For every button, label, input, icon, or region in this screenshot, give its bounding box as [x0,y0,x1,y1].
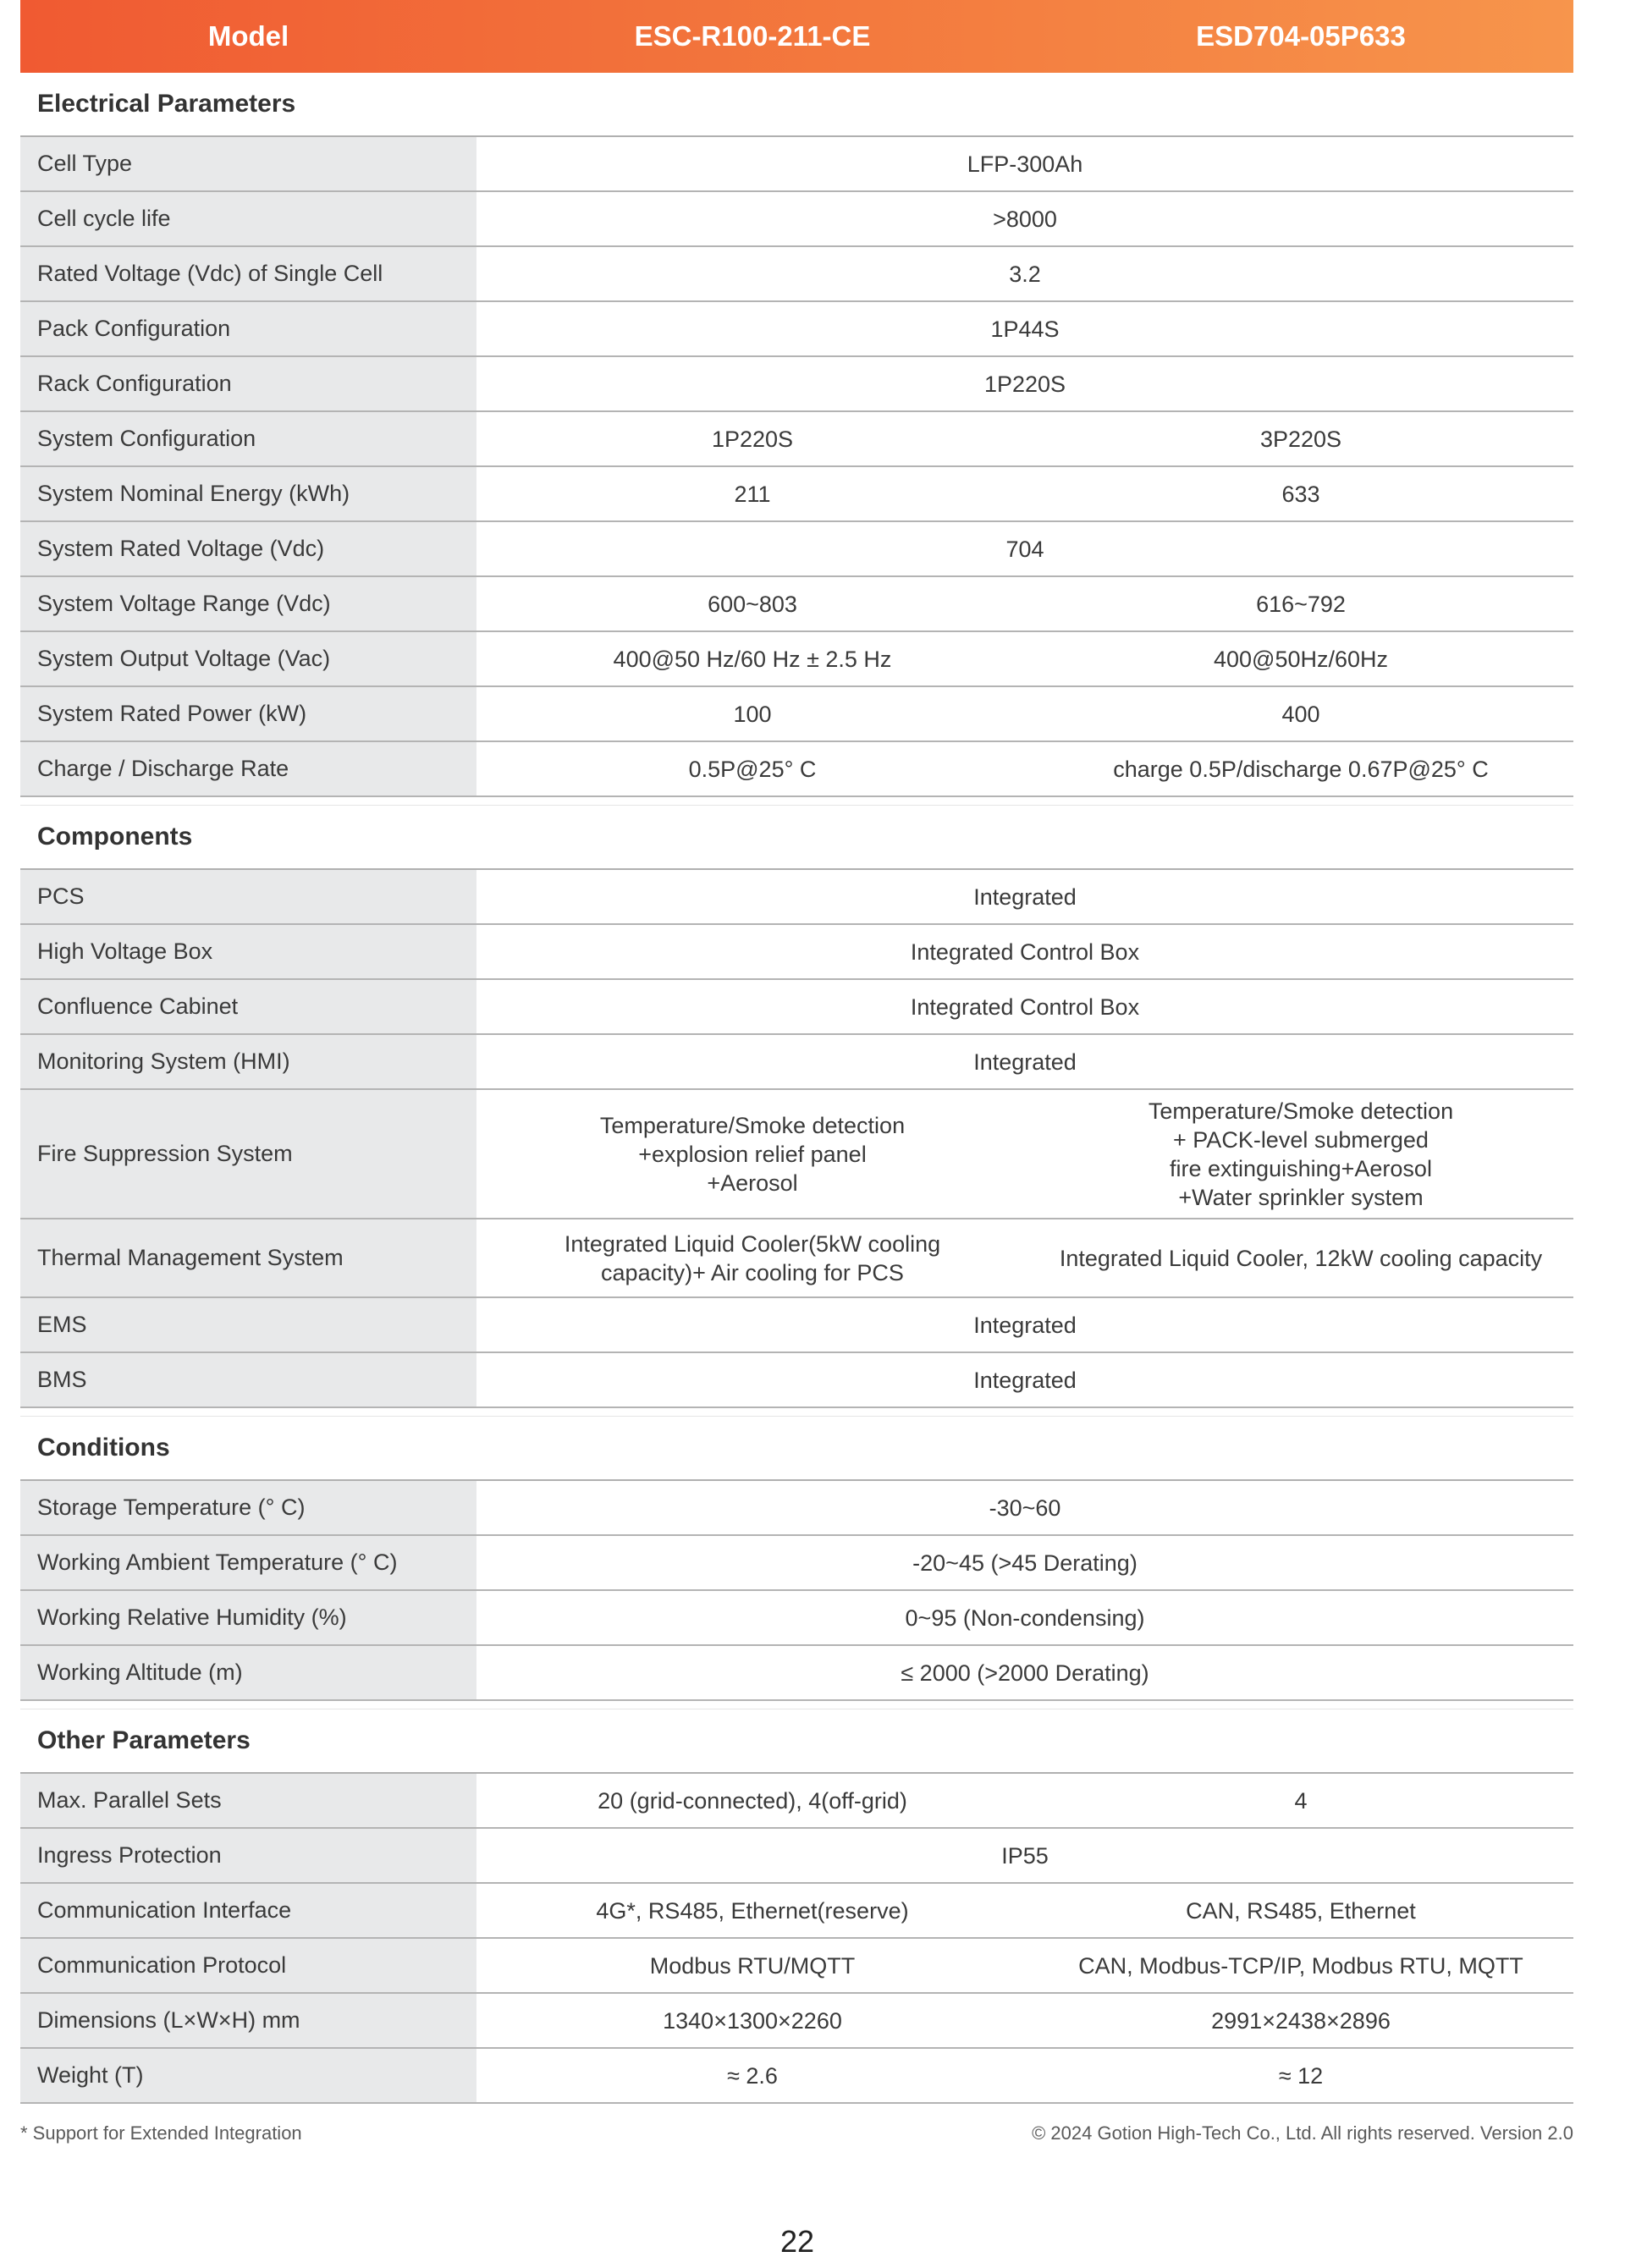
value-line: +Water sprinkler system [1178,1184,1424,1210]
row-label: Cell cycle life [20,192,476,245]
row-value-model-1: 4G*, RS485, Ethernet(reserve) [596,1897,909,1924]
table-row [20,1536,1573,1591]
row-label: Communication Protocol [20,1939,476,1992]
row-label: Pack Configuration [20,302,476,355]
value-line: fire extinguishing+Aerosol [1170,1155,1432,1181]
page-footer [20,2122,1573,2144]
header-model-2: ESD704-05P633 [1196,20,1406,52]
row-value-model-1: 400@50 Hz/60 Hz ± 2.5 Hz [613,646,892,672]
row-value: 0~95 (Non-condensing) [905,1605,1145,1631]
table-row [20,1591,1573,1646]
row-label: PCS [20,870,476,923]
row-label: System Nominal Energy (kWh) [20,467,476,520]
table-row [20,742,1573,797]
table-row [20,632,1573,687]
row-value-model-1: 1P220S [711,426,794,452]
row-value-model-1 [476,1219,1028,1296]
row-value: IP55 [1001,1842,1049,1869]
footnote: * Support for Extended Integration [20,2122,302,2144]
row-label: Max. Parallel Sets [20,1774,476,1827]
row-value-model-2: Integrated Liquid Cooler, 12kW cooling capacity [1059,1245,1543,1271]
table-row [20,577,1573,632]
header-model-1: ESC-R100-211-CE [634,20,871,52]
row-label: Confluence Cabinet [20,980,476,1033]
page-number: 22 [779,2224,815,2259]
row-label: System Output Voltage (Vac) [20,632,476,685]
row-label: EMS [20,1298,476,1351]
table-row [20,137,1573,192]
row-label: System Voltage Range (Vdc) [20,577,476,630]
row-value-model-2: 400@50Hz/60Hz [1213,646,1389,672]
row-value-model-2: 400 [1281,701,1320,727]
row-value-model-1: 211 [734,481,771,507]
row-label: Charge / Discharge Rate [20,742,476,795]
row-label: Fire Suppression System [20,1090,476,1218]
table-row [20,1884,1573,1939]
table-row [20,687,1573,742]
row-value-model-2: ≈ 12 [1278,2062,1324,2089]
row-label: Thermal Management System [20,1219,476,1296]
row-value-model-2: charge 0.5P/discharge 0.67P@25° C [1113,756,1489,782]
row-label: Weight (T) [20,2049,476,2102]
table-row [20,467,1573,522]
table-row [20,1090,1573,1219]
value-line: +explosion relief panel [638,1141,867,1167]
copyright: © 2024 Gotion High-Tech Co., Ltd. All rights reserved. Version 2.0 [1032,2122,1573,2144]
table-row [20,1219,1573,1298]
row-value: -20~45 (>45 Derating) [912,1550,1138,1576]
row-label: Working Altitude (m) [20,1646,476,1699]
row-value-model-2 [1028,1090,1573,1218]
table-header [20,0,1573,73]
row-value-model-1: 600~803 [708,591,797,617]
row-label: Working Relative Humidity (%) [20,1591,476,1644]
row-value-model-2: 633 [1281,481,1320,507]
value-line: Temperature/Smoke detection [599,1112,906,1138]
table-row [20,1035,1573,1090]
row-value: Integrated Control Box [910,994,1140,1020]
header-model: Model [207,20,289,52]
table-row [20,1353,1573,1408]
table-row [20,302,1573,357]
section-other [20,1774,1573,2104]
row-value-model-1 [476,1090,1028,1218]
table-row [20,1774,1573,1829]
row-label: Communication Interface [20,1884,476,1937]
row-label: BMS [20,1353,476,1406]
section-divider [20,1701,1573,1709]
row-value: 1P44S [990,316,1060,342]
row-value-model-2: 2991×2438×2896 [1211,2007,1391,2034]
row-value: Integrated [973,1049,1077,1075]
section-title-components: Components [20,806,1573,870]
row-label: High Voltage Box [20,925,476,978]
table-row [20,357,1573,412]
value-line: capacity)+ Air cooling for PCS [601,1259,904,1285]
row-label: Rack Configuration [20,357,476,410]
value-line: +Aerosol [707,1170,798,1196]
value-line: + PACK-level submerged [1173,1126,1429,1153]
row-label: Rated Voltage (Vdc) of Single Cell [20,247,476,300]
row-label: Cell Type [20,137,476,190]
row-label: Storage Temperature (° C) [20,1481,476,1534]
section-conditions [20,1481,1573,1701]
row-value: ≤ 2000 (>2000 Derating) [901,1660,1149,1686]
row-label: System Rated Power (kW) [20,687,476,740]
row-value: 704 [1005,536,1044,562]
row-value-model-1: 0.5P@25° C [688,756,817,782]
section-divider [20,1408,1573,1417]
row-label: Ingress Protection [20,1829,476,1882]
table-row [20,980,1573,1035]
section-divider [20,797,1573,806]
row-value: >8000 [993,206,1057,232]
table-row [20,1829,1573,1884]
section-title-other: Other Parameters [20,1709,1573,1774]
table-row [20,412,1573,467]
table-row [20,1939,1573,1994]
table-row [20,1994,1573,2049]
section-title-electrical: Electrical Parameters [20,73,1573,137]
row-value: Integrated [973,884,1077,910]
table-row [20,870,1573,925]
row-value: Integrated Control Box [910,939,1140,965]
row-value: LFP-300Ah [967,151,1083,177]
row-value-model-1: 100 [733,701,772,727]
row-label: System Rated Voltage (Vdc) [20,522,476,575]
table-row [20,1481,1573,1536]
row-value-model-2: CAN, RS485, Ethernet [1186,1897,1416,1924]
table-row [20,247,1573,302]
row-value: Integrated [973,1367,1077,1393]
row-value: 3.2 [1009,261,1041,287]
value-line: Integrated Liquid Cooler(5kW cooling [564,1230,941,1257]
row-value-model-2: 3P220S [1259,426,1342,452]
row-value-model-1: Modbus RTU/MQTT [649,1952,856,1979]
value-line: Temperature/Smoke detection [1148,1098,1454,1124]
row-value-model-2: CAN, Modbus-TCP/IP, Modbus RTU, MQTT [1078,1952,1523,1979]
table-row [20,192,1573,247]
row-value: -30~60 [989,1495,1061,1521]
row-value-model-1: ≈ 2.6 [727,2062,778,2089]
row-label: Monitoring System (HMI) [20,1035,476,1088]
row-value: Integrated [973,1312,1077,1338]
row-label: Working Ambient Temperature (° C) [20,1536,476,1589]
table-row [20,2049,1573,2104]
table-row [20,1298,1573,1353]
section-electrical [20,137,1573,797]
row-value-model-1: 20 (grid-connected), 4(off-grid) [598,1787,907,1814]
row-label: System Configuration [20,412,476,465]
section-title-conditions: Conditions [20,1417,1573,1481]
row-value-model-2: 4 [1294,1787,1308,1814]
row-value: 1P220S [983,371,1066,397]
row-value-model-1: 1340×1300×2260 [663,2007,842,2034]
row-value-model-2: 616~792 [1256,591,1346,617]
table-row [20,925,1573,980]
spec-table [20,0,1573,2104]
table-row [20,1646,1573,1701]
row-label: Dimensions (L×W×H) mm [20,1994,476,2047]
table-row [20,522,1573,577]
section-components [20,870,1573,1408]
